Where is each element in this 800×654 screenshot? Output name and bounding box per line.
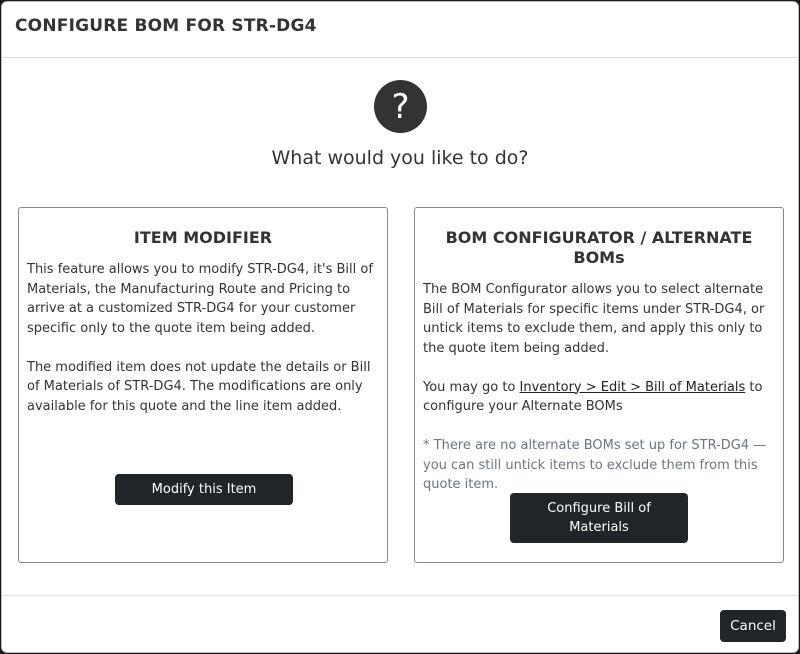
configure-bom-button[interactable]: Configure Bill of Materials (510, 493, 688, 543)
bom-configurator-link-paragraph (423, 378, 775, 417)
question-icon (374, 80, 427, 133)
modal-header (2, 2, 798, 58)
no-alternate-boms-note: * There are no alternate BOMs set up for STR-DG4 — you can still untick items to exclude them from this quote item. (423, 438, 767, 492)
modify-item-button[interactable]: Modify this Item (115, 474, 293, 505)
bill-of-materials-link[interactable]: Inventory > Edit > Bill of Materials (519, 379, 746, 395)
cancel-button[interactable]: Cancel (720, 610, 786, 642)
item-modifier-title: ITEM MODIFIER (133, 228, 273, 247)
item-modifier-card (18, 207, 388, 563)
item-modifier-note: The modified item does not update the details or Bill of Materials of STR-DG4. The modifications are only available for this quote and the line item added. (27, 359, 371, 414)
link-suffix: to configure your Alternate BOMs (423, 379, 763, 414)
question-glyph: ? (391, 86, 410, 127)
item-modifier-description: This feature allows you to modify STR-DG4, it's Bill of Materials, the Manufacturing Route and Pricing to arrive at a customized STR-DG4 for your customer specific only to the quote item being added. (27, 262, 373, 336)
bom-configurator-card (414, 207, 784, 563)
link-prefix: You may go to (423, 379, 520, 395)
modal-footer (2, 595, 798, 653)
configure-bom-modal (1, 1, 799, 653)
bom-configurator-description: The BOM Configurator allows you to select alternate Bill of Materials for specific items under STR-DG4, or untick items to exclude them, and apply this only to the quote item being added. (423, 282, 765, 356)
modal-title: CONFIGURE BOM FOR STR-DG4 (15, 16, 317, 36)
prompt-text: What would you like to do? (271, 147, 529, 169)
bom-configurator-title: BOM CONFIGURATOR / ALTERNATE BOMs (445, 228, 753, 267)
